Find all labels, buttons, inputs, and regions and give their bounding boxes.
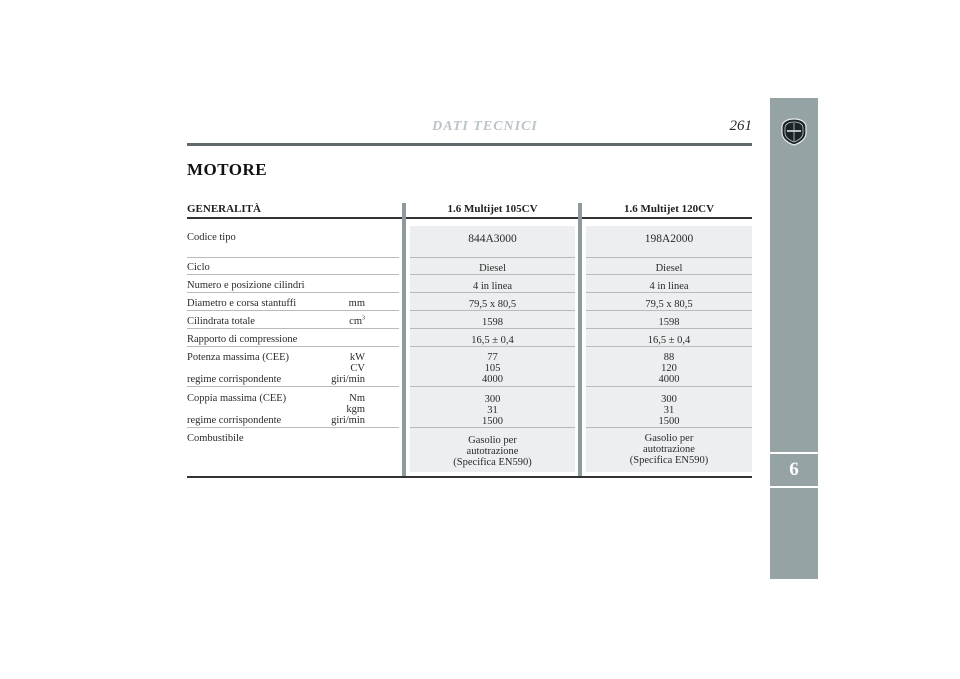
chapter-number: 6 bbox=[789, 459, 799, 480]
value-120cv-coppia-regime: 1500 bbox=[658, 416, 680, 427]
row-rule bbox=[586, 346, 752, 347]
row-rule bbox=[410, 427, 575, 428]
value-105cv-diametro: 79,5 x 80,5 bbox=[468, 299, 517, 310]
unit-cv: CV bbox=[350, 363, 365, 374]
column-header-105cv: 1.6 Multijet 105CV bbox=[447, 203, 538, 215]
value-120cv-potenza-regime: 4000 bbox=[658, 374, 680, 385]
value-105cv-coppia-regime: 1500 bbox=[482, 416, 503, 427]
value-120cv-combustibile-3: (Specifica EN590) bbox=[629, 455, 709, 466]
table-header-rule bbox=[187, 217, 752, 219]
value-105cv-potenza-regime: 4000 bbox=[482, 374, 503, 385]
page-header-title: DATI TECNICI bbox=[432, 119, 538, 134]
row-rule bbox=[586, 292, 752, 293]
row-rule bbox=[187, 386, 399, 387]
page-number: 261 bbox=[729, 118, 752, 134]
column-divider bbox=[402, 203, 406, 478]
row-rule bbox=[187, 427, 399, 428]
row-label-ciclo: Ciclo bbox=[187, 262, 210, 273]
row-rule bbox=[586, 427, 752, 428]
row-rule bbox=[410, 257, 575, 258]
unit-nm: Nm bbox=[349, 393, 365, 404]
row-rule bbox=[187, 310, 399, 311]
value-120cv-combustibile-2: autotrazione bbox=[643, 444, 695, 455]
row-label-diametro-corsa: Diametro e corsa stantuffi bbox=[187, 298, 297, 309]
row-rule bbox=[586, 274, 752, 275]
value-120cv-cilindrata: 1598 bbox=[658, 317, 680, 328]
column-header-120cv: 1.6 Multijet 120CV bbox=[623, 203, 715, 215]
brand-shield-icon bbox=[781, 118, 807, 146]
value-120cv-cilindri: 4 in linea bbox=[649, 281, 689, 292]
row-rule bbox=[586, 386, 752, 387]
section-title: MOTORE bbox=[187, 160, 268, 179]
unit-mm: mm bbox=[348, 298, 365, 309]
table-bottom-rule bbox=[187, 476, 752, 478]
value-105cv-potenza-kw: 77 bbox=[487, 352, 498, 363]
value-105cv-combustibile-3: (Specifica EN590) bbox=[453, 457, 532, 468]
row-rule bbox=[187, 274, 399, 275]
row-label-cilindri: Numero e posizione cilindri bbox=[187, 280, 305, 291]
unit-kw: kW bbox=[349, 352, 365, 363]
value-105cv-cilindrata: 1598 bbox=[482, 317, 503, 328]
row-rule bbox=[586, 310, 752, 311]
side-tab-top bbox=[770, 98, 818, 452]
value-120cv-potenza-cv: 120 bbox=[661, 363, 677, 374]
value-105cv-codice: 844A3000 bbox=[468, 233, 517, 245]
header-rule bbox=[187, 143, 752, 146]
row-rule bbox=[187, 346, 399, 347]
column-divider bbox=[578, 203, 582, 478]
value-105cv-potenza-cv: 105 bbox=[484, 363, 501, 374]
value-105cv-compressione: 16,5 ± 0,4 bbox=[471, 335, 514, 346]
row-label-codice-tipo: Codice tipo bbox=[187, 232, 236, 243]
row-rule bbox=[586, 257, 752, 258]
row-label-compressione: Rapporto di compressione bbox=[187, 334, 298, 345]
row-rule bbox=[410, 386, 575, 387]
value-105cv-ciclo: Diesel bbox=[479, 263, 506, 274]
value-105cv-coppia-kgm: 31 bbox=[487, 405, 498, 416]
value-120cv-codice: 198A2000 bbox=[644, 233, 694, 245]
row-label-combustibile: Combustibile bbox=[187, 433, 244, 444]
value-120cv-diametro: 79,5 x 80,5 bbox=[645, 299, 693, 310]
value-120cv-compressione: 16,5 ± 0,4 bbox=[647, 335, 691, 346]
row-rule bbox=[187, 292, 399, 293]
value-105cv-combustibile-1: Gasolio per bbox=[468, 435, 517, 446]
value-120cv-combustibile-1: Gasolio per bbox=[644, 433, 694, 444]
row-rule bbox=[410, 328, 575, 329]
row-rule bbox=[410, 346, 575, 347]
row-label-regime-potenza: regime corrispondente bbox=[187, 374, 282, 385]
column-header-generalita: GENERALITÀ bbox=[187, 203, 261, 215]
row-rule bbox=[410, 310, 575, 311]
value-105cv-cilindri: 4 in linea bbox=[472, 281, 513, 292]
row-rule bbox=[187, 257, 399, 258]
row-label-regime-coppia: regime corrispondente bbox=[187, 415, 282, 426]
unit-giri-min: giri/min bbox=[331, 415, 365, 426]
unit-kgm: kgm bbox=[346, 404, 365, 415]
row-rule bbox=[410, 292, 575, 293]
value-105cv-combustibile-2: autotrazione bbox=[466, 446, 519, 457]
value-120cv-coppia-nm: 300 bbox=[661, 394, 677, 405]
unit-cm3: $cm^3$ bbox=[349, 315, 365, 327]
row-rule bbox=[410, 274, 575, 275]
value-105cv-coppia-nm: 300 bbox=[484, 394, 501, 405]
row-label-potenza: Potenza massima (CEE) bbox=[187, 352, 290, 363]
unit-giri-min: giri/min bbox=[331, 374, 365, 385]
row-rule bbox=[187, 328, 399, 329]
value-120cv-coppia-kgm: 31 bbox=[663, 405, 675, 416]
row-rule bbox=[586, 328, 752, 329]
value-120cv-potenza-kw: 88 bbox=[663, 352, 675, 363]
row-label-cilindrata: Cilindrata totale bbox=[187, 316, 255, 327]
row-label-coppia: Coppia massima (CEE) bbox=[187, 393, 287, 404]
value-120cv-ciclo: Diesel bbox=[655, 263, 683, 274]
side-tab-bottom bbox=[770, 488, 818, 579]
